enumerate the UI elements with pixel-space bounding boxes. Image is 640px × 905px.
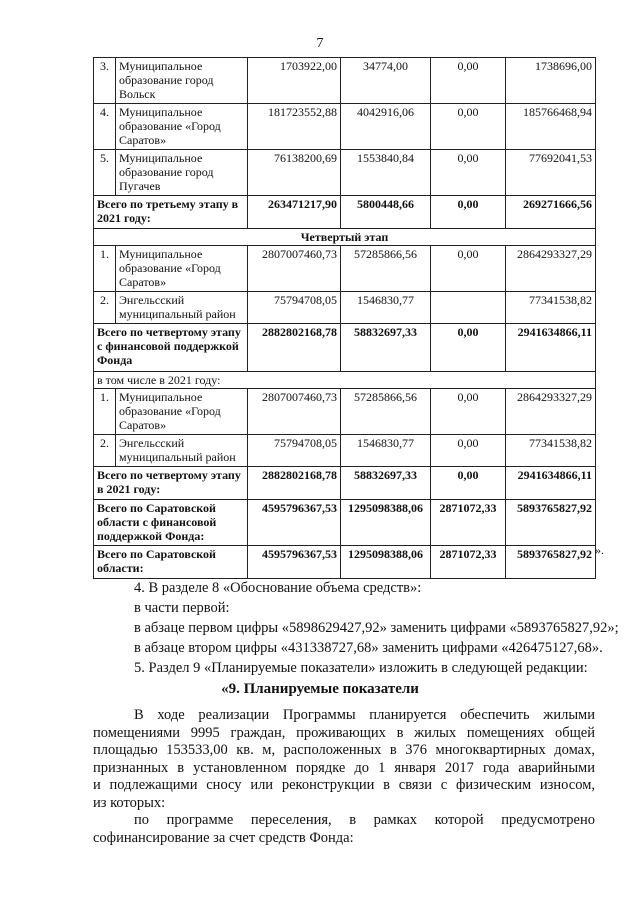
table-row (94, 292, 596, 324)
paragraph-part-one: в части первой: (134, 600, 230, 616)
amount-fund: 2882802168,78 (248, 467, 341, 500)
total-label: Всего по Саратовской области с финансовой поддержкой Фонда: (94, 500, 248, 546)
row-number: 1. (94, 389, 116, 435)
amount-region: 58832697,33 (341, 324, 431, 372)
body-line: по программе переселения, в рамках которой предусмотрено (134, 812, 595, 828)
amount-region: 1546830,77 (341, 435, 431, 467)
municipality-name: Муниципальное образование «Город Саратов» (116, 104, 248, 150)
total-label: Всего по Саратовской области: (94, 546, 248, 579)
table-row (94, 150, 596, 196)
amount-fund: 263471217,90 (248, 196, 341, 229)
amount-total: 1738696,00 (506, 58, 596, 104)
amount-local: 0,00 (431, 435, 506, 467)
paragraph-5: 5. Раздел 9 «Планируемые показатели» изложить в следующей редакции: (134, 660, 588, 676)
amount-local: 2871072,33 (431, 500, 506, 546)
body-line: и подлежащими сносу или реконструкции в связи с физическим износом, (93, 777, 595, 793)
amount-region: 57285866,56 (341, 389, 431, 435)
amount-local: 0,00 (431, 58, 506, 104)
amount-region: 5800448,66 (341, 196, 431, 229)
total-label: Всего по третьему этапу в 2021 году: (94, 196, 248, 229)
amount-local: 2871072,33 (431, 546, 506, 579)
amount-region: 1295098388,06 (341, 500, 431, 546)
amount-region: 1553840,84 (341, 150, 431, 196)
amount-fund: 1703922,00 (248, 58, 341, 104)
amount-fund: 4595796367,53 (248, 500, 341, 546)
stage-header (94, 229, 596, 246)
amount-fund: 75794708,05 (248, 292, 341, 324)
amount-fund: 181723552,88 (248, 104, 341, 150)
total-label: Всего по четвертому этапу с финансовой поддержкой Фонда (94, 324, 248, 372)
body-paragraph-2 (93, 812, 595, 847)
body-paragraph (93, 707, 595, 812)
amount-fund: 2807007460,73 (248, 246, 341, 292)
municipality-name: Муниципальное образование город Пугачев (116, 150, 248, 196)
municipality-name: Муниципальное образование «Город Саратов» (116, 246, 248, 292)
amount-total: 2864293327,29 (506, 246, 596, 292)
subheader-text: в том числе в 2021 году: (94, 372, 596, 389)
total-label: Всего по четвертому этапу в 2021 году: (94, 467, 248, 500)
amount-total: 185766468,94 (506, 104, 596, 150)
table-row (94, 104, 596, 150)
table-row (94, 246, 596, 292)
row-number: 4. (94, 104, 116, 150)
amount-total: 77692041,53 (506, 150, 596, 196)
amount-local: 0,00 (431, 389, 506, 435)
amount-total: 269271666,56 (506, 196, 596, 229)
table-total-row (94, 196, 596, 229)
municipality-name: Энгельсский муниципальный район (116, 292, 248, 324)
amount-total: 5893765827,92 (506, 546, 596, 579)
body-line: помещениями 9995 граждан, проживающих в жилых помещениях общей (93, 724, 595, 741)
paragraph-abzac-2: в абзаце втором цифры «431338727,68» заменить цифрами «426475127,68». (134, 640, 603, 656)
amount-region: 58832697,33 (341, 467, 431, 500)
municipality-name: Муниципальное образование «Город Саратов» (116, 389, 248, 435)
amount-local: 0,00 (431, 246, 506, 292)
row-number: 2. (94, 292, 116, 324)
amount-region: 57285866,56 (341, 246, 431, 292)
financing-table (93, 57, 596, 579)
table-row (94, 58, 596, 104)
section-heading: «9. Планируемые показатели (221, 681, 419, 697)
amount-local: 0,00 (431, 150, 506, 196)
amount-total: 77341538,82 (506, 435, 596, 467)
row-number: 1. (94, 246, 116, 292)
subheader (94, 372, 596, 389)
amount-local (431, 292, 506, 324)
amount-region: 34774,00 (341, 58, 431, 104)
table-total-row (94, 500, 596, 546)
amount-fund: 4595796367,53 (248, 546, 341, 579)
amount-total: 5893765827,92 (506, 500, 596, 546)
body-line: признанных в установленном порядке до 1 января 2017 года аварийными (93, 759, 595, 776)
page-number: 7 (316, 36, 324, 51)
amount-local: 0,00 (431, 467, 506, 500)
closing-quote: ». (595, 543, 604, 557)
body-line: В ходе реализации Программы планируется обеспечить жилыми (134, 707, 595, 723)
municipality-name: Муниципальное образование город Вольск (116, 58, 248, 104)
amount-total: 2941634866,11 (506, 324, 596, 372)
table-total-row (94, 546, 596, 579)
row-number: 2. (94, 435, 116, 467)
paragraph-4: 4. В разделе 8 «Обоснование объема средств»: (134, 580, 422, 596)
row-number: 3. (94, 58, 116, 104)
body-line: софинансирование за счет средств Фонда: (93, 829, 354, 846)
amount-local: 0,00 (431, 324, 506, 372)
amount-total: 2941634866,11 (506, 467, 596, 500)
stage-header-text: Четвертый этап (94, 229, 596, 246)
amount-region: 4042916,06 (341, 104, 431, 150)
row-number: 5. (94, 150, 116, 196)
amount-fund: 2882802168,78 (248, 324, 341, 372)
amount-local: 0,00 (431, 104, 506, 150)
amount-fund: 2807007460,73 (248, 389, 341, 435)
body-line: из которых: (93, 794, 166, 811)
paragraph-abzac-1: в абзаце первом цифры «5898629427,92» заменить цифрами «5893765827,92»; (134, 620, 619, 636)
amount-region: 1295098388,06 (341, 546, 431, 579)
table-total-row (94, 467, 596, 500)
amount-fund: 75794708,05 (248, 435, 341, 467)
body-line: площадью 153533,00 кв. м, расположенных в 376 многоквартирных домах, (93, 742, 595, 758)
amount-region: 1546830,77 (341, 292, 431, 324)
amount-total: 77341538,82 (506, 292, 596, 324)
amount-fund: 76138200,69 (248, 150, 341, 196)
amount-local: 0,00 (431, 196, 506, 229)
table-total-row (94, 324, 596, 372)
table-row (94, 435, 596, 467)
table-row (94, 389, 596, 435)
amount-total: 2864293327,29 (506, 389, 596, 435)
municipality-name: Энгельсский муниципальный район (116, 435, 248, 467)
